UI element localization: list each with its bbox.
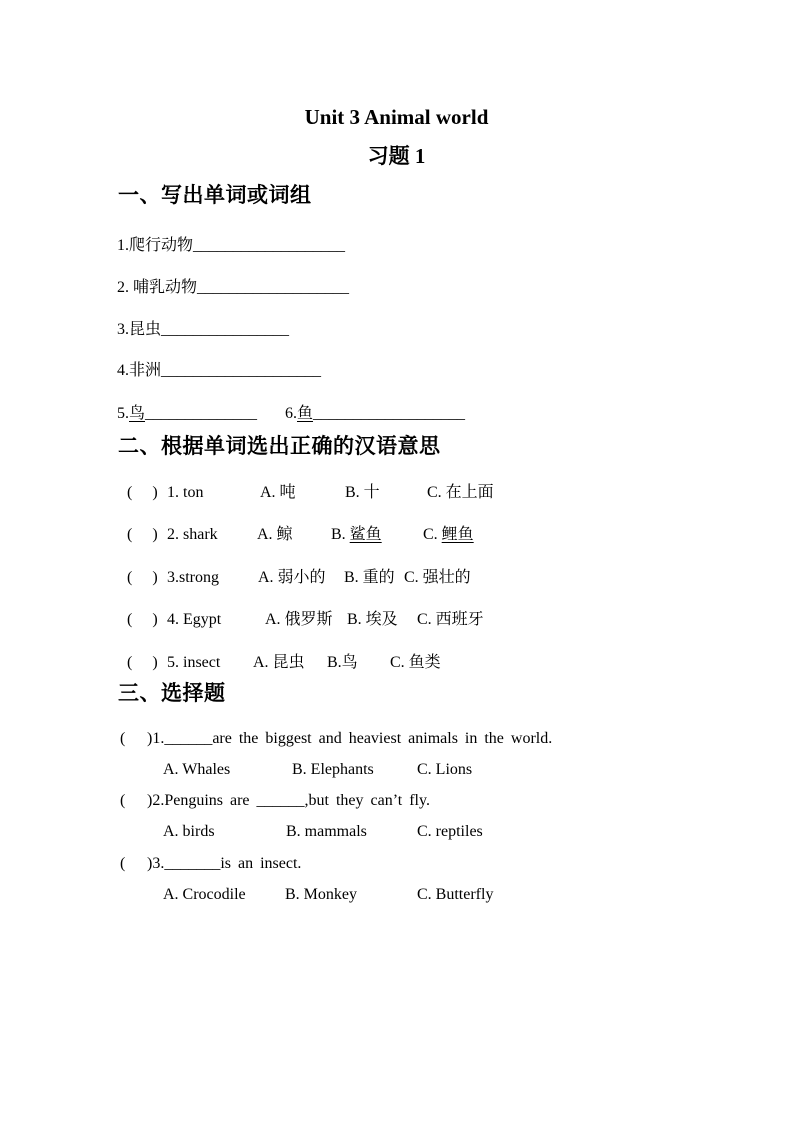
section2-heading: 二、根据单词选出正确的汉语意思 xyxy=(118,435,441,458)
question-text: )3._______is an insect. xyxy=(147,855,302,872)
section1-heading: 一、写出单词或词组 xyxy=(118,184,312,207)
vocab-word: 3.strong xyxy=(167,569,219,586)
answer-paren: ( xyxy=(120,730,126,747)
vocab-row xyxy=(0,653,793,673)
option-c: C. 强壮的 xyxy=(404,569,471,586)
vocab-word: 2. shark xyxy=(167,526,218,543)
answer-paren: ( ) xyxy=(127,484,158,501)
choice-question xyxy=(0,791,793,811)
vocab-row xyxy=(0,610,793,630)
option-a: A. 弱小的 xyxy=(258,569,326,586)
fill-blank: ___________________ xyxy=(313,405,466,422)
option-b: B. 埃及 xyxy=(347,611,398,628)
item-label: 4.非洲 xyxy=(117,362,162,379)
option-b xyxy=(331,525,382,545)
answer-paren: ( ) xyxy=(127,654,158,671)
vocab-word: 4. Egypt xyxy=(167,611,222,628)
item-label: 2. 哺乳动物 xyxy=(117,279,198,296)
option-a: A. 鲸 xyxy=(257,526,293,543)
option-b: B.鸟 xyxy=(327,654,358,671)
fill-blank: ___________________ xyxy=(193,237,346,254)
option-c: C. 在上面 xyxy=(427,484,494,501)
choice-question xyxy=(0,854,793,874)
option-c: C. 鱼类 xyxy=(390,654,441,671)
fill-item xyxy=(285,404,465,424)
answer-paren: ( xyxy=(120,855,126,872)
exercise-subtitle: 习题 1 xyxy=(367,144,426,168)
vocab-row xyxy=(0,525,793,545)
fill-item xyxy=(117,236,345,256)
option-b: B. Elephants xyxy=(292,761,374,778)
question-text: )1.______are the biggest and heaviest animals in the world. xyxy=(147,730,553,747)
choice-options xyxy=(0,885,793,905)
option-c: C. reptiles xyxy=(417,823,483,840)
fill-blank: ___________________ xyxy=(197,279,350,296)
fill-blank: ____________________ xyxy=(161,362,322,379)
option-c: C. 西班牙 xyxy=(417,611,484,628)
answer-paren: ( ) xyxy=(127,526,158,543)
fill-item xyxy=(117,278,349,298)
option-a: A. 昆虫 xyxy=(253,654,305,671)
option-a: A. Crocodile xyxy=(163,886,246,903)
option-c xyxy=(423,525,474,545)
option-b: B. 十 xyxy=(345,484,380,501)
option-word: 鲤鱼 xyxy=(441,526,474,543)
choice-options xyxy=(0,760,793,780)
option-c: C. Butterfly xyxy=(417,886,494,903)
item-word: 鸟 xyxy=(129,405,146,422)
vocab-row xyxy=(0,483,793,503)
item-label: 1.爬行动物 xyxy=(117,237,194,254)
option-letter: C. xyxy=(423,526,442,543)
choice-question xyxy=(0,729,793,749)
fill-blank: ______________ xyxy=(145,405,258,422)
choice-options xyxy=(0,822,793,842)
vocab-row xyxy=(0,568,793,588)
fill-blank: ________________ xyxy=(161,321,290,338)
vocab-word: 5. insect xyxy=(167,654,221,671)
answer-paren: ( ) xyxy=(127,569,158,586)
item-word: 鱼 xyxy=(297,405,314,422)
answer-paren: ( xyxy=(120,792,126,809)
option-b: B. mammals xyxy=(286,823,367,840)
fill-item xyxy=(117,320,289,340)
option-c: C. Lions xyxy=(417,761,473,778)
option-word: 鲨鱼 xyxy=(349,526,382,543)
answer-paren: ( ) xyxy=(127,611,158,628)
fill-item xyxy=(117,361,321,381)
fill-item-row xyxy=(117,404,466,424)
option-b: B. Monkey xyxy=(285,886,357,903)
item-label: 5. xyxy=(117,405,129,422)
vocab-word: 1. ton xyxy=(167,484,204,501)
item-label: 6. xyxy=(285,405,297,422)
option-letter: B. xyxy=(331,526,350,543)
section3-heading: 三、选择题 xyxy=(118,682,226,705)
option-a: A. 俄罗斯 xyxy=(265,611,333,628)
option-b: B. 重的 xyxy=(344,569,395,586)
option-a: A. 吨 xyxy=(260,484,296,501)
option-a: A. birds xyxy=(163,823,215,840)
option-a: A. Whales xyxy=(163,761,231,778)
page-title: Unit 3 Animal world xyxy=(304,105,489,129)
item-label: 3.昆虫 xyxy=(117,321,162,338)
question-text: )2.Penguins are ______,but they can’t fly. xyxy=(147,792,430,809)
